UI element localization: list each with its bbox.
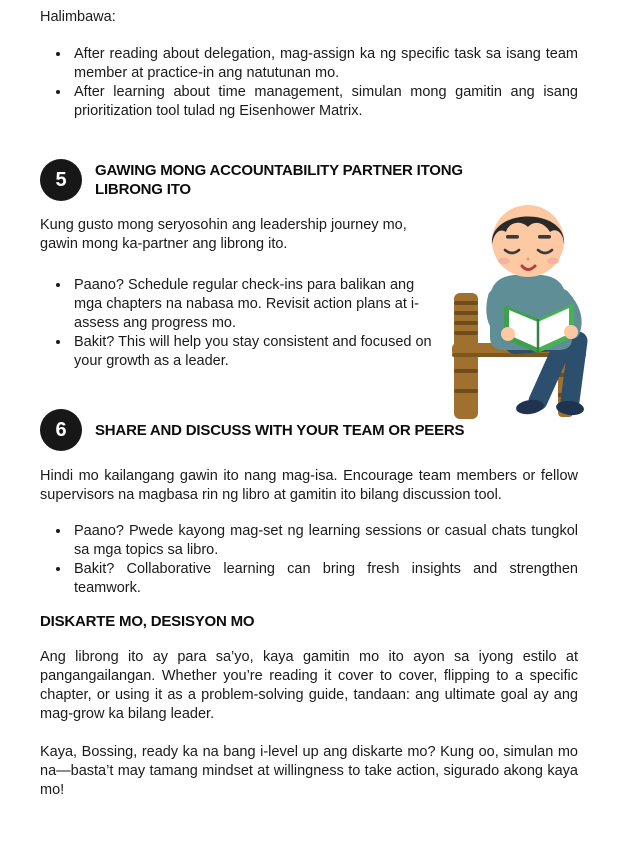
intro-label: Halimbawa: [40, 9, 116, 25]
list-item: • After reading about delegation, mag-assign ka ng specific task sa isang team member at practice-in ang natutunan mo. [71, 45, 578, 83]
paragraph: Kung gusto mong seryosohin ang leadership journey mo, gawin mong ka-partner ang librong ito. [40, 217, 407, 252]
list-item: • Bakit? This will help you stay consistent and focused on your growth as a leader. [71, 333, 438, 371]
section-6 [40, 409, 578, 598]
boy-face [492, 205, 564, 277]
paragraph: Hindi mo kailangang gawin ito nang mag-isa. Encourage team members or fellow supervisors na magbasa rin ng libro at gamitin ito bilang discussion tool. [40, 468, 578, 503]
section-6-number-badge: 6 [40, 409, 82, 451]
list-item: • Paano? Schedule regular check-ins para balikan ang mga chapters na nabasa mo. Revisit action plans at i-assess ang progress mo. [71, 276, 438, 333]
section-6-body [40, 467, 578, 598]
boy-hand [564, 325, 578, 339]
list-item: • Paano? Pwede kayong mag-set ng learning sessions or casual chats tungkol sa mga topics sa libro. [71, 522, 578, 560]
closing-paragraph: Kaya, Bossing, ready ka na bang i-level up ang diskarte mo? Kung oo, simulan mo na—basta’t may tamang mindset at willingness to take action, sigurado akong kaya mo! [40, 744, 578, 798]
intro-bullet-list [40, 45, 578, 121]
section-6-bullet-list [40, 522, 578, 598]
list-item: • After learning about time management, simulan mong gamitin ang isang prioritization tool tulad ng Eisenhower Matrix. [71, 83, 578, 121]
boy-reading-book-illustration [438, 193, 620, 421]
section-5-body [40, 216, 438, 371]
section-5-number-badge: 5 [40, 159, 82, 201]
closing-heading: DISKARTE MO, DESISYON MO [40, 613, 255, 630]
list-item: • Bakit? Collaborative learning can bring fresh insights and strengthen teamwork. [71, 560, 578, 598]
boy-hand [501, 327, 515, 341]
closing-paragraph: Ang librong ito ay para sa’yo, kaya gamitin mo ito ayon sa iyong estilo at pangangailangan. Whether you’re reading it cover to cover, flipping to a specific chapter, or using it as a problem-solving guide, tandaan: ang ultimate goal ay ang mag-grow ka bilang leader. [40, 649, 578, 722]
section-5-title: GAWING MONG ACCOUNTABILITY PARTNER ITONG LIBRONG ITO [95, 162, 463, 198]
section-6-title: SHARE AND DISCUSS WITH YOUR TEAM OR PEERS [95, 421, 465, 439]
section-5-bullet-list [40, 276, 438, 371]
